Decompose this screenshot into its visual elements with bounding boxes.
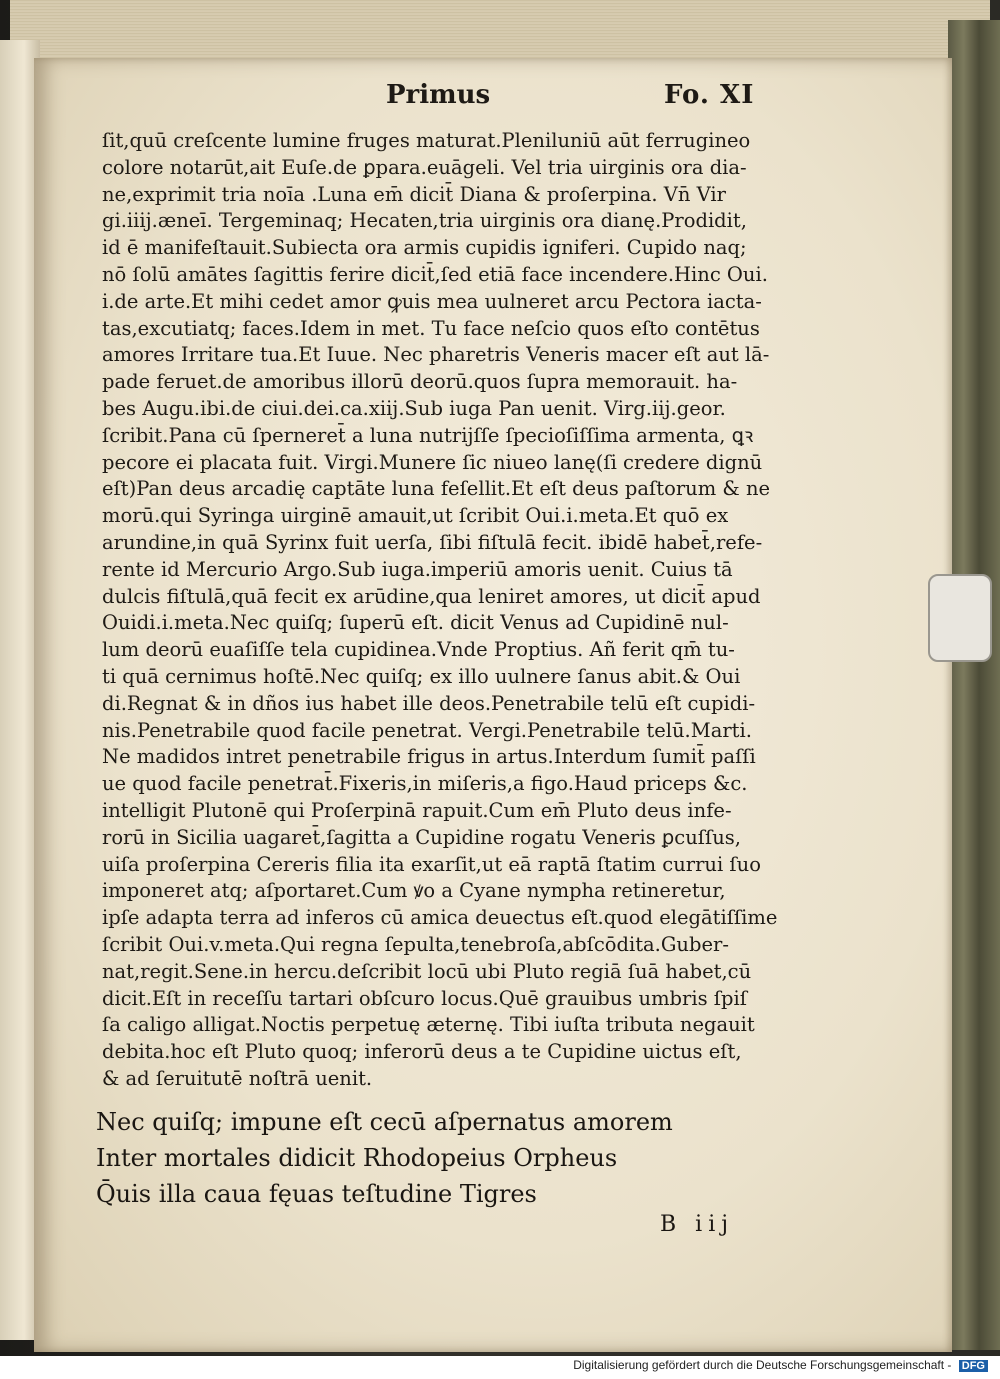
book-top-edge bbox=[10, 0, 990, 62]
text-line: debita.hoc eſt Pluto quoq; inferorū deus a te Cupidine uictus eſt, bbox=[102, 1040, 742, 1064]
text-line: ipſe adapta terra ad inferos cū amica deuectus eſt.quod elegātiſſime bbox=[102, 906, 778, 930]
text-line: nō ſolū amātes ſagittis ferire dicit̄,ſed etiā face incendere.Hinc Oui. bbox=[102, 262, 768, 286]
text-line: ſcribit.Pana cū ſperneret̄ a luna nutrijſſe ſpecioſiſſima armenta, ꝗꝛ bbox=[102, 423, 754, 447]
text-line: arundine,in quā Syrinx fuit uerſa, ſibi fiſtulā fecit. ibidē habet̄,refe- bbox=[102, 530, 763, 554]
text-line: tas,excutiatq; faces.Idem in met. Tu face neſcio quos eſto contētus bbox=[102, 316, 760, 340]
text-line: ne,exprimit tria noīa .Luna em̄ dicit̄ Diana & proſerpina. Vn̄ Vir bbox=[102, 182, 726, 206]
text-line: Ne madidos intret penetrabile frigus in artus.Interdum ſumit̄ paſſi bbox=[102, 745, 756, 769]
text-line: intelligit Plutonē qui Proſerpinā rapuit.Cum em̄ Pluto deus infe- bbox=[102, 798, 732, 822]
text-line: id ē manifeſtauit.Subiecta ora armis cupidis igniferi. Cupido naq; bbox=[102, 236, 747, 260]
text-line: di.Regnat & in dños ius habet ille deos.Penetrabile telū eſt cupidi- bbox=[102, 691, 756, 715]
funding-credit-text: Digitalisierung gefördert durch die Deutsche Forschungsgemeinschaft - bbox=[573, 1358, 952, 1372]
text-line: pecore ei placata fuit. Virgi.Munere ſic niueo lanę(ſi credere dignū bbox=[102, 450, 763, 474]
text-line: dicit.Eſt in receſſu tartari obſcuro locus.Quē grauibus umbris ſpiſ bbox=[102, 986, 747, 1010]
verse-line: Q̄uis illa caua fęuas teſtudine Tigres bbox=[96, 1180, 537, 1208]
text-line: & ad ſeruitutē noſtrā uenit. bbox=[102, 1066, 373, 1090]
dfg-logo: DFG bbox=[959, 1360, 988, 1372]
bookmark-clip bbox=[928, 574, 992, 662]
text-line: Ouidi.i.meta.Nec quiſq; ſuperū eſt. dicit Venus ad Cupidinē nul- bbox=[102, 611, 729, 635]
footer-credit bbox=[573, 1358, 988, 1372]
text-line: ſcribit Oui.v.meta.Qui regna ſepulta,tenebroſa,abſcōdita.Guber- bbox=[102, 932, 729, 956]
text-line: rorū in Sicilia uagaret̄,ſagitta a Cupidine rogatu Veneris ꝑcuſſus, bbox=[102, 825, 741, 849]
signature-mark: B iij bbox=[660, 1212, 735, 1237]
text-line: eſt)Pan deus arcadię captāte luna feſellit.Et eſt deus paſtorum & ne bbox=[102, 477, 771, 501]
text-line: ue quod facile penetrat̄.Fixeris,in miſeris,a figo.Haud priceps &c. bbox=[102, 772, 748, 796]
text-line: rente id Mercurio Argo.Sub iuga.imperiū amoris uenit. Cuius tā bbox=[102, 557, 733, 581]
text-line: nat,regit.Sene.in hercu.deſcribit locū ubi Pluto regiā ſuā habet,cū bbox=[102, 959, 752, 983]
text-line: amores Irritare tua.Et Iuue. Nec pharetris Veneris macer eſt aut lā- bbox=[102, 343, 770, 367]
text-line: pade feruet.de amoribus illorū deorū.quos ſupra memorauit. ha- bbox=[102, 370, 738, 394]
text-line: ſa caligo alligat.Noctis perpetuę æternę. Tibi iuſta tributa negauit bbox=[102, 1013, 755, 1037]
text-line: lum deorū euaſiſſe tela cupidinea.Vnde Proptius. Añ ferit qm̄ tu- bbox=[102, 638, 735, 662]
text-line: i.de arte.Et mihi cedet amor ꝙuis mea uulneret arcu Pectora iacta- bbox=[102, 289, 762, 313]
verse-block bbox=[96, 1104, 756, 1212]
text-line: gi.iiij.æneī. Tergeminaq; Hecaten,tria uirginis ora dianę.Prodidit, bbox=[102, 209, 747, 233]
text-line: imponeret atq; aſportaret.Cum ꝟo a Cyane nympha retineretur, bbox=[102, 879, 726, 903]
folio-number: Fo. XI bbox=[664, 80, 755, 110]
text-line: colore notarūt,ait Euſe.de ꝑpara.euāgeli. Vel tria uirginis ora dia- bbox=[102, 155, 747, 179]
text-line: uiſa proſerpina Cereris filia ita exarſit,ut eā raptā ſtatim currui ſuo bbox=[102, 852, 761, 876]
verse-line: Inter mortales didicit Rhodopeius Orpheus bbox=[96, 1144, 618, 1172]
footer-bar bbox=[0, 1356, 1000, 1379]
page-header bbox=[0, 80, 1000, 116]
verse-line: Nec quiſq; impune eſt cecū aſpernatus amorem bbox=[96, 1108, 673, 1136]
book-cover-right bbox=[948, 20, 1000, 1350]
text-line: bes Augu.ibi.de ciui.dei.ca.xiij.Sub iuga Pan uenit. Virg.iij.geor. bbox=[102, 396, 726, 420]
text-line: morū.qui Syringa uirginē amauit,ut ſcribit Oui.i.meta.Et quō ex bbox=[102, 504, 729, 528]
text-line: dulcis fiſtulā,quā fecit ex arūdine,qua leniret amores, ut dicit̄ apud bbox=[102, 584, 761, 608]
commentary-text-block bbox=[102, 128, 822, 1093]
running-head: Primus bbox=[386, 80, 491, 110]
text-line: ti quā cernimus hoſtē.Nec quiſq; ex illo uulnere ſanus abit.& Oui bbox=[102, 664, 741, 688]
text-line: ſit,quū creſcente lumine fruges maturat.Pleniluniū aūt ferrugineo bbox=[102, 129, 751, 152]
text-line: nis.Penetrabile quod facile penetrat. Vergi.Penetrabile telū.Marti. bbox=[102, 718, 752, 742]
